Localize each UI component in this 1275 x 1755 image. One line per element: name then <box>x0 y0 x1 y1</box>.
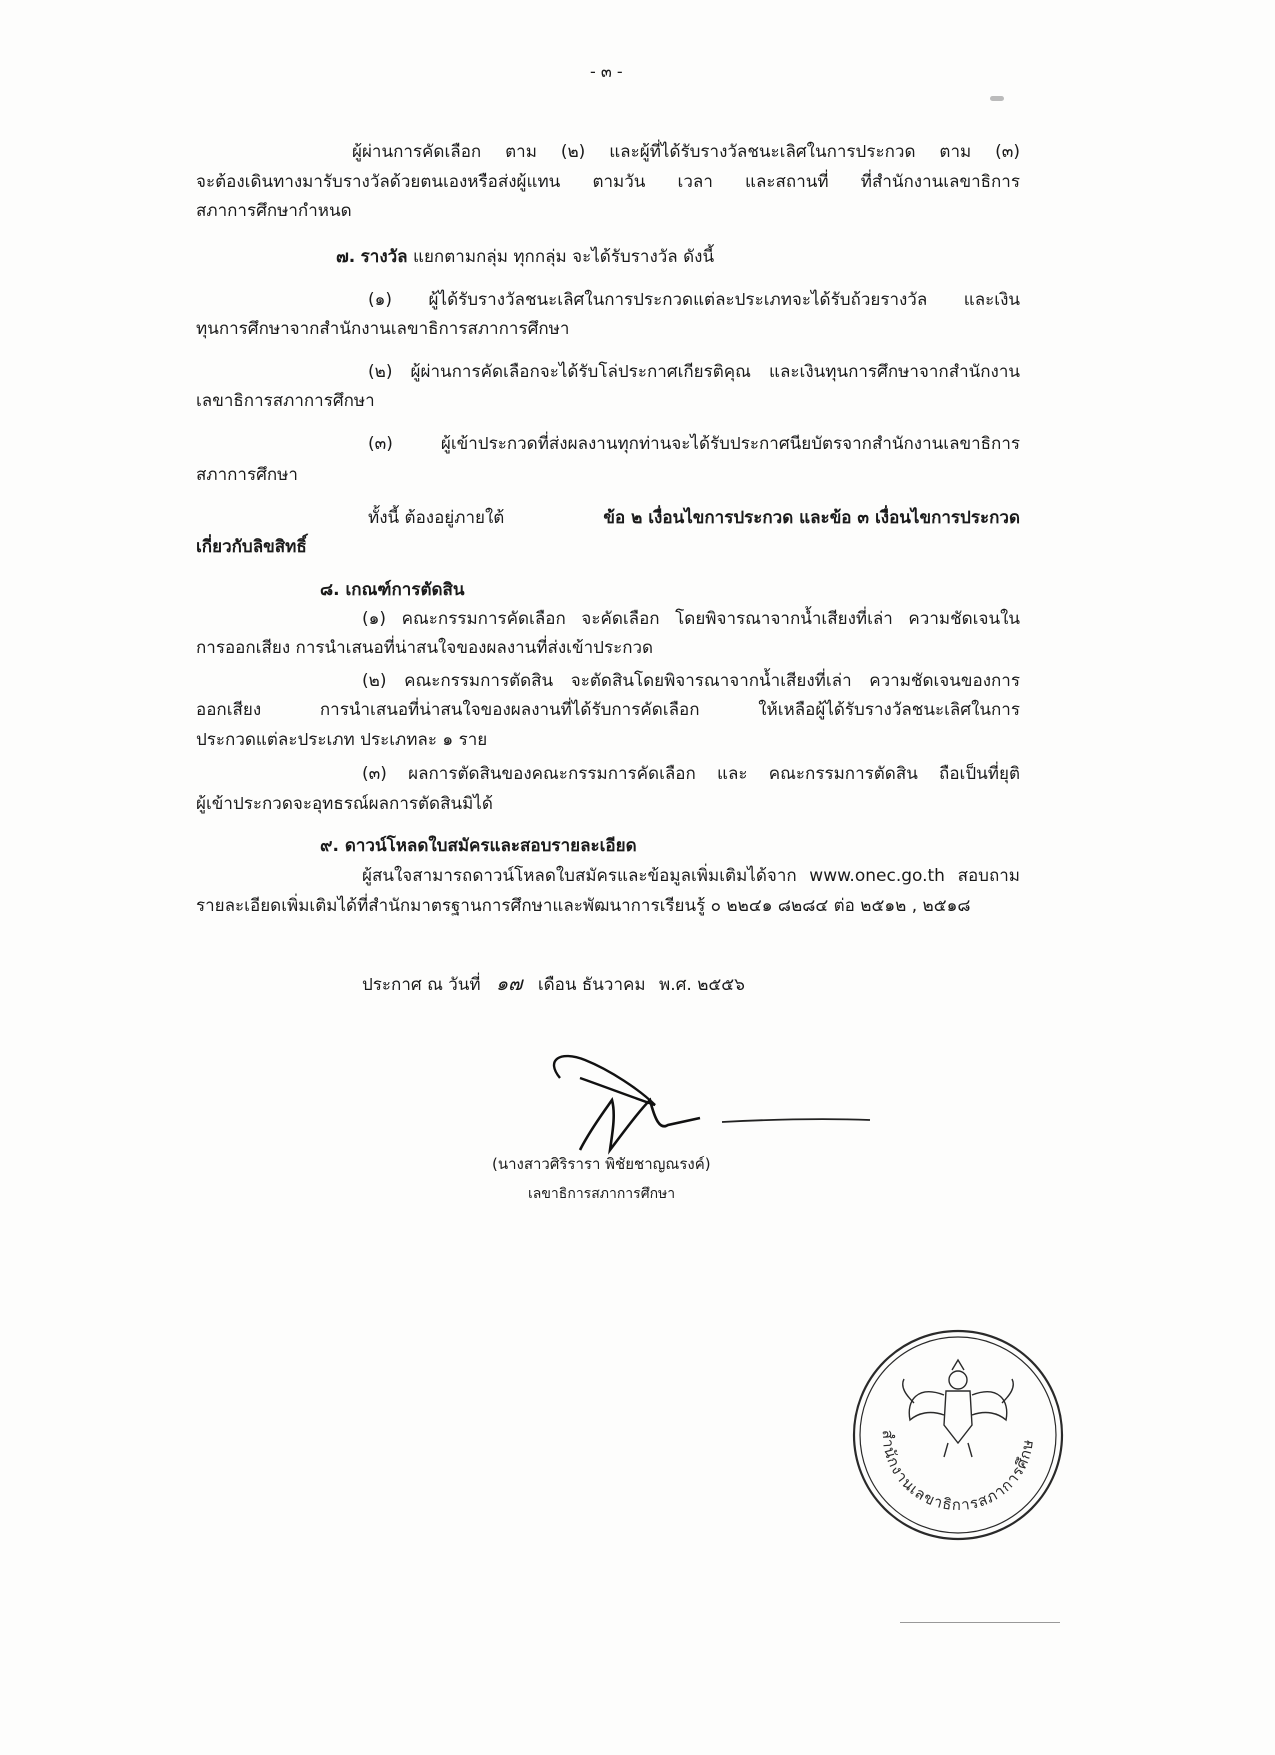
section-7-note-bold: ข้อ ๒ เงื่อนไขการประกวด และข้อ ๓ เงื่อนไขการประกวด <box>603 508 1020 528</box>
section-8-item-2-line-1: (๒) คณะกรรมการตัดสิน จะตัดสินโดยพิจารณาจากน้ำเสียงที่เล่า ความชัดเจนของการ <box>362 671 1020 691</box>
section-7-note-line-1 <box>368 506 1020 530</box>
intro-line-3: สภาการศึกษากำหนด <box>196 201 352 221</box>
intro-line-1: ผู้ผ่านการคัดเลือก ตาม (๒) และผู้ที่ได้รับรางวัลชนะเลิศในการประกวด ตาม (๓) <box>352 142 1020 162</box>
announcement-month: เดือน ธันวาคม <box>537 975 646 995</box>
section-9-heading: ๙. ดาวน์โหลดใบสมัครและสอบรายละเอียด <box>320 836 637 856</box>
section-7-item-2-line-2: เลขาธิการสภาการศึกษา <box>196 391 375 411</box>
section-8-item-3-line-1: (๓) ผลการตัดสินของคณะกรรมการคัดเลือก และ คณะกรรมการตัดสิน ถือเป็นที่ยุติ <box>362 764 1020 784</box>
page-number: - ๓ - <box>590 62 623 81</box>
scan-mark <box>990 96 1004 101</box>
section-8-item-1-line-1: (๑) คณะกรรมการคัดเลือก จะคัดเลือก โดยพิจารณาจากน้ำเสียงที่เล่า ความชัดเจนใน <box>362 609 1020 629</box>
section-7-title: รางวัล <box>360 247 408 267</box>
section-7-item-3-line-1: (๓) ผู้เข้าประกวดที่ส่งผลงานทุกท่านจะได้รับประกาศนียบัตรจากสำนักงานเลขาธิการ <box>368 434 1020 454</box>
section-7-item-3-line-2: สภาการศึกษา <box>196 465 298 485</box>
section-9-line-1: ผู้สนใจสามารถดาวน์โหลดใบสมัครและข้อมูลเพิ่มเติมได้จาก www.onec.go.th สอบถาม <box>362 866 1020 886</box>
section-9-line-2: รายละเอียดเพิ่มเติมได้ที่สำนักมาตรฐานการศึกษาและพัฒนาการเรียนรู้ ๐ ๒๒๔๑ ๘๒๘๔ ต่อ ๒๕๑๒ , ๒๕๑๘ <box>196 896 971 916</box>
section-8-item-2-line-2: ออกเสียง การนำเสนอที่น่าสนใจของผลงานที่ได้รับการคัดเลือก ให้เหลือผู้ได้รับรางวัลชนะเลิศในการ <box>196 700 1020 720</box>
section-7-note-line-2: เกี่ยวกับลิขสิทธิ์ <box>196 537 307 557</box>
section-7-item-1-line-1: (๑) ผู้ได้รับรางวัลชนะเลิศในการประกวดแต่ละประเภทจะได้รับถ้วยรางวัล และเงิน <box>368 290 1020 310</box>
section-8-heading: ๘. เกณฑ์การตัดสิน <box>320 580 465 600</box>
scan-line <box>900 1622 1060 1623</box>
official-seal <box>843 1311 1068 1545</box>
announcement-year: พ.ศ. ๒๕๕๖ <box>658 975 745 995</box>
section-7-heading <box>336 245 714 269</box>
signatory-name: (นางสาวศิริรารา พิชัยชาญณรงค์) <box>492 1155 711 1173</box>
signatory-position: เลขาธิการสภาการศึกษา <box>528 1186 676 1202</box>
garuda-emblem-icon <box>903 1360 1014 1457</box>
announcement-date <box>362 972 745 997</box>
intro-line-2: จะต้องเดินทางมารับรางวัลด้วยตนเองหรือส่งผู้แทน ตามวัน เวลา และสถานที่ ที่สำนักงานเลขาธิการ <box>196 172 1020 192</box>
section-8-item-3-line-2: ผู้เข้าประกวดจะอุทธรณ์ผลการตัดสินมิได้ <box>196 794 493 814</box>
announcement-prefix: ประกาศ ณ วันที่ <box>362 975 481 995</box>
section-7-number: ๗. <box>336 247 356 267</box>
seal-text: สำนักงานเลขาธิการสภาการศึกษา <box>843 1311 1038 1515</box>
section-7-rest: แยกตามกลุ่ม ทุกกลุ่ม จะได้รับรางวัล ดังนี้ <box>413 247 715 267</box>
section-7-item-2-line-1: (๒) ผู้ผ่านการคัดเลือกจะได้รับโล่ประกาศเกียรติคุณ และเงินทุนการศึกษาจากสำนักงาน <box>368 362 1020 382</box>
section-8-item-1-line-2: การออกเสียง การนำเสนอที่น่าสนใจของผลงานที่ส่งเข้าประกวด <box>196 638 654 658</box>
announcement-day: ๑๗ <box>496 973 523 995</box>
section-8-item-2-line-3: ประกวดแต่ละประเภท ประเภทละ ๑ ราย <box>196 730 488 750</box>
section-7-item-1-line-2: ทุนการศึกษาจากสำนักงานเลขาธิการสภาการศึกษา <box>196 319 570 339</box>
section-7-note-prefix: ทั้งนี้ ต้องอยู่ภายใต้ <box>368 508 505 528</box>
